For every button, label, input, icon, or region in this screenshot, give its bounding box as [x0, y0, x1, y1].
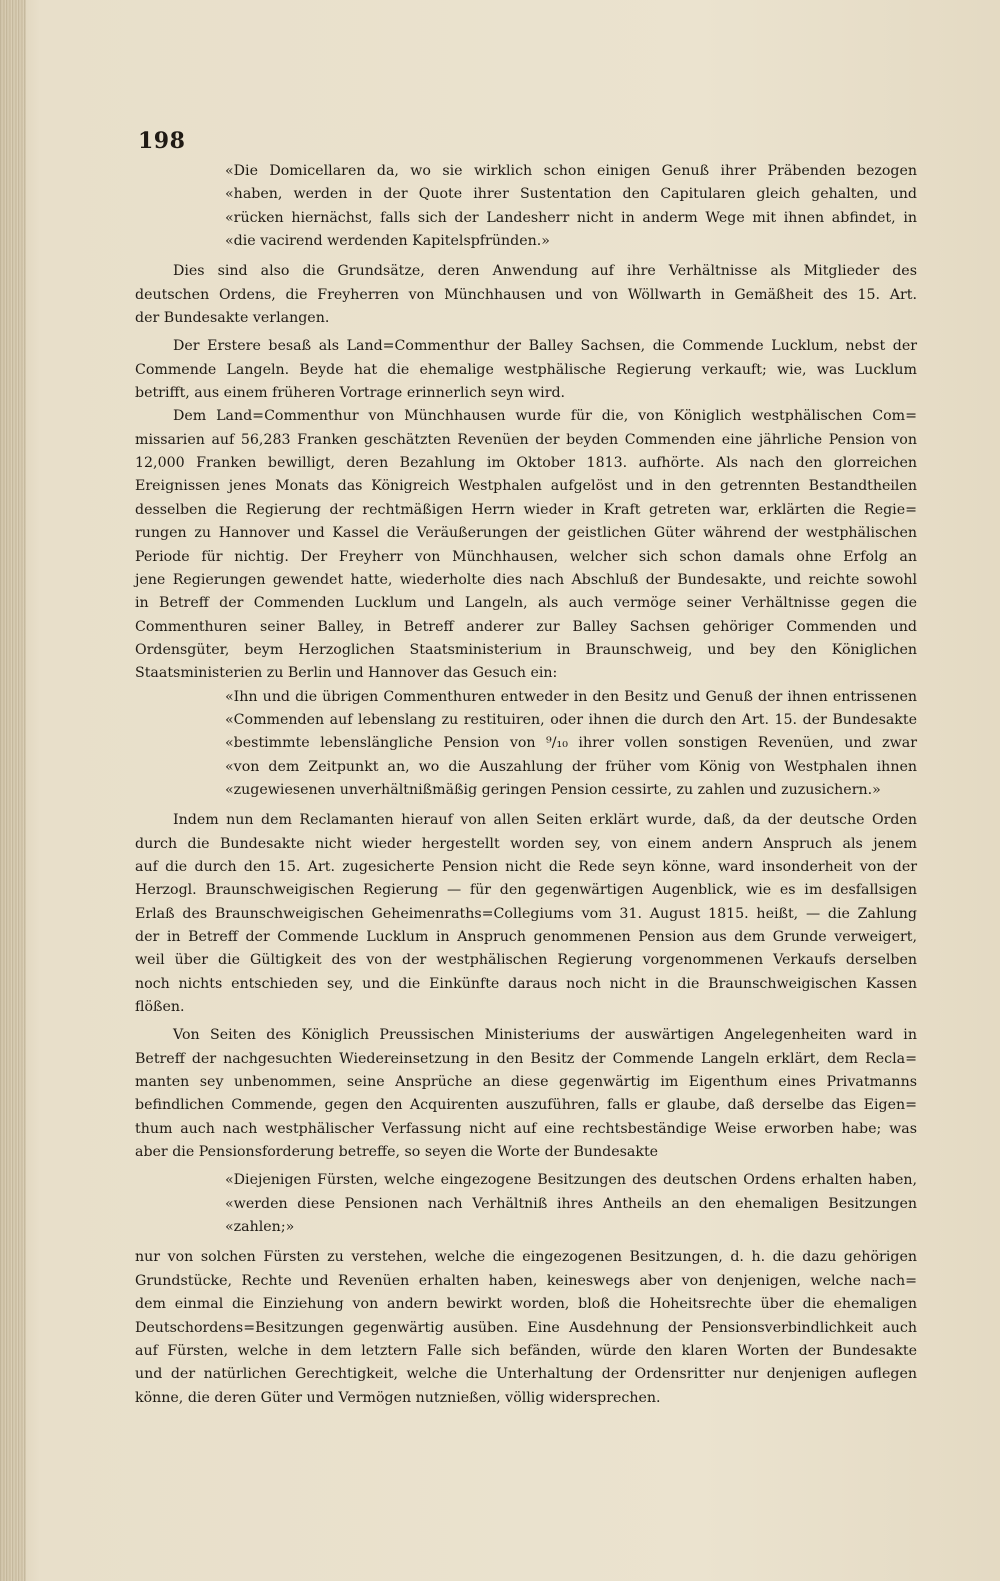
text-line: betrifft, aus einem früheren Vortrage erinnerlich seyn wird. [135, 385, 566, 402]
text-line: manten sey unbenommen, seine Ansprüche an diese gegenwärtig im Eigenthum eines Privatmanns [135, 1074, 917, 1091]
text-line: Betreff der nachgesuchten Wiedereinsetzung in den Besitz der Commende Langeln erklärt, dem Recla= [135, 1050, 917, 1067]
text-line: auf Fürsten, welche in dem letztern Falle sich befänden, würde den klaren Worten der Bundesakte [135, 1342, 917, 1359]
text-line: Indem nun dem Reclamanten hierauf von allen Seiten erklärt wurde, daß, da der deutsche Orden [173, 812, 917, 829]
text-line: Dem Land=Commenthur von Münchhausen wurde für die, von Königlich westphälischen Com= [173, 408, 917, 425]
text-line: «rücken hiernächst, falls sich der Landesherr nicht in anderm Wege mit ihnen abfindet, in [225, 209, 917, 226]
text-line: könne, die deren Güter und Vermögen nutznießen, völlig widersprechen. [135, 1389, 661, 1406]
text-line: Herzogl. Braunschweigischen Regierung — für den gegenwärtigen Augenblick, wie es im desfallsigen [135, 882, 917, 899]
text-line: «haben, werden in der Quote ihrer Sustentation den Capitularen gleich gehalten, und [225, 186, 917, 203]
text-line: Erlaß des Braunschweigischen Geheimenraths=Collegiums vom 31. August 1815. heißt, — die Zahlung [135, 905, 917, 922]
text-line: in Betreff der Commenden Lucklum und Langeln, als auch vermöge seiner Verhältnisse gegen die [135, 595, 917, 612]
text-line: Grundstücke, Rechte und Revenüen erhalten haben, keineswegs aber von denjenigen, welche nach= [135, 1272, 917, 1289]
paragraph-gap [135, 253, 917, 260]
text-line: aber die Pensionsforderung betreffe, so seyen die Worte der Bundesakte [135, 1144, 659, 1161]
text-line: Deutschordens=Besitzungen gegenwärtig ausüben. Eine Ausdehnung der Pensionsverbindlichkeit auch [135, 1319, 917, 1336]
text-line: Commende Langeln. Beyde hat die ehemalige westphälische Regierung verkauft; wie, was Lucklum [135, 361, 917, 378]
text-line: nur von solchen Fürsten zu verstehen, welche die eingezogenen Besitzungen, d. h. die dazu gehörigen [135, 1249, 917, 1266]
page-binding-edge [0, 0, 26, 1581]
text-line: flößen. [135, 999, 185, 1016]
text-line: thum auch nach westphälischer Verfassung nicht auf eine rechtsbeständige Weise erworben habe; was [135, 1120, 917, 1137]
text-line: deutschen Ordens, die Freyherren von Münchhausen und von Wöllwarth in Gemäßheit des 15. Art. [135, 286, 917, 303]
text-line: und der natürlichen Gerechtigkeit, welche die Unterhaltung der Ordensritter nur denjenigen auflegen [135, 1366, 917, 1383]
text-line: missarien auf 56,283 Franken geschätzten Revenüen der beyden Commenden eine jährliche Pension von [135, 431, 917, 448]
page-number: 198 [138, 128, 186, 154]
text-line: «Commenden auf lebenslang zu restituiren, oder ihnen die durch den Art. 15. der Bundesakte [225, 711, 917, 728]
text-line: desselben die Regierung der rechtmäßigen Herrn wieder in Kraft getreten war, erklärten die Regie= [135, 501, 917, 518]
text-line: Periode für nichtig. Der Freyherr von Münchhausen, welcher sich schon damals ohne Erfolg an [135, 548, 917, 565]
text-line: «Diejenigen Fürsten, welche eingezogene Besitzungen des deutschen Ordens erhalten haben, [225, 1172, 917, 1189]
text-line: durch die Bundesakte nicht wieder hergestellt worden sey, von einem andern Anspruch als jenem [135, 835, 917, 852]
text-line: Ordensgüter, beym Herzoglichen Staatsministerium in Braunschweig, und bey den Königlichen [135, 641, 917, 658]
text-line: 12,000 Franken bewilligt, deren Bezahlung im Oktober 1813. aufhörte. Als nach den glorreichen [135, 455, 917, 472]
text-line: weil über die Gültigkeit des von der westphälischen Regierung vorgenommenen Verkaufs derselben [135, 952, 917, 969]
text-line: Ereignissen jenes Monats das Königreich Westphalen aufgelöst und in den getrennten Bestandtheilen [135, 478, 917, 495]
text-line: auf die durch den 15. Art. zugesicherte Pension nicht die Rede seyn könne, ward insonderheit von der [135, 858, 917, 875]
text-line: «Ihn und die übrigen Commenthuren entweder in den Besitz und Genuß der ihnen entrissenen [225, 688, 917, 705]
text-line: Von Seiten des Königlich Preussischen Ministeriums der auswärtigen Angelegenheiten ward in [173, 1027, 917, 1044]
text-line: Der Erstere besaß als Land=Commenthur der Balley Sachsen, die Commende Lucklum, nebst der [173, 338, 917, 355]
text-line: «die vacirend werdenden Kapitelspfründen.» [225, 233, 550, 250]
text-line: der Bundesakte verlangen. [135, 310, 330, 327]
text-line: Staatsministerien zu Berlin und Hannover das Gesuch ein: [135, 665, 558, 682]
text-line: noch nichts entschieden sey, und die Einkünfte daraus noch nicht in die Braunschweigischen Kassen [135, 975, 917, 992]
text-line: jene Regierungen gewendet hatte, wiederholte dies nach Abschluß der Bundesakte, und reichte sowohl [135, 571, 917, 588]
text-line: befindlichen Commende, gegen den Acquirenten auszuführen, falls er glaube, daß derselbe das Eigen= [135, 1097, 917, 1114]
text-line: Dies sind also die Grundsätze, deren Anwendung auf ihre Verhältnisse als Mitglieder des [173, 263, 917, 280]
body-text [135, 160, 917, 1410]
text-line: «bestimmte lebenslängliche Pension von ⁹/₁₀ ihrer vollen sonstigen Revenüen, und zwar [225, 735, 917, 752]
text-line: «zugewiesenen unverhältnißmäßig geringen Pension cessirte, zu zahlen und zuzusichern.» [225, 781, 881, 798]
text-line: Commenthuren seiner Balley, in Betreff anderer zur Balley Sachsen gehöriger Commenden und [135, 618, 917, 635]
text-line: «werden diese Pensionen nach Verhältniß ihres Antheils an den ehemaligen Besitzungen [225, 1195, 917, 1212]
text-line: «zahlen;» [225, 1219, 295, 1236]
text-line: rungen zu Hannover und Kassel die Veräußerungen der geistlichen Güter während der westphälischen [135, 525, 917, 542]
text-line: «Die Domicellaren da, wo sie wirklich schon einigen Genuß ihrer Präbenden bezogen [225, 163, 917, 179]
paragraph-gap [135, 802, 917, 809]
paragraph-gap [135, 1239, 917, 1246]
text-line: «von dem Zeitpunkt an, wo die Auszahlung der früher vom König von Westphalen ihnen [225, 758, 917, 775]
text-line: dem einmal die Einziehung von andern bewirkt worden, bloß die Hoheitsrechte über die ehemaligen [135, 1296, 917, 1313]
text-line: der in Betreff der Commende Lucklum in Anspruch genommenen Pension aus dem Grunde verweigert, [135, 929, 917, 945]
